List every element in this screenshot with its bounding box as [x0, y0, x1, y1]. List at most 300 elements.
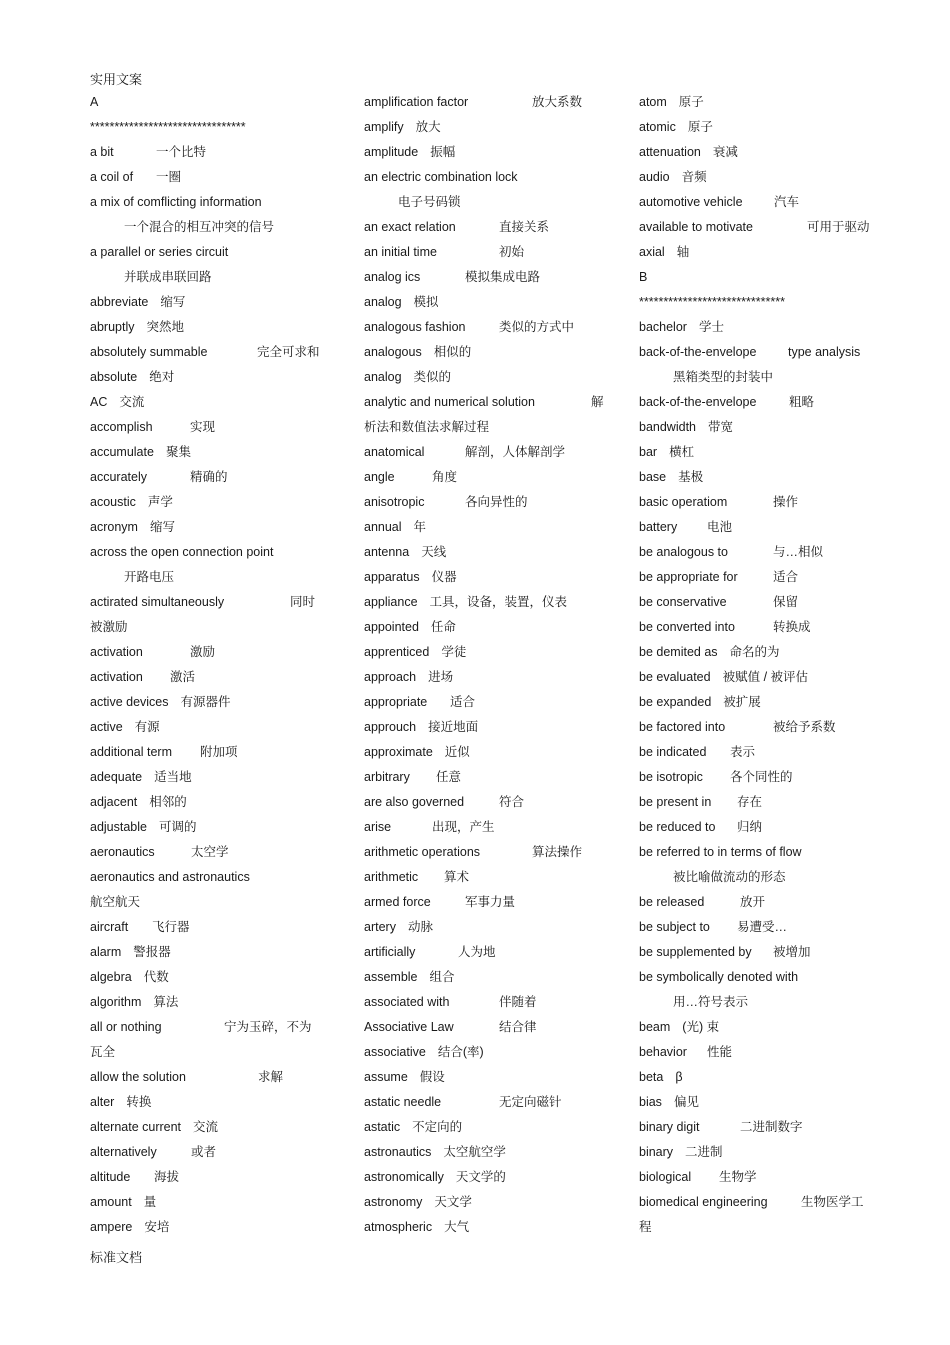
- term-translation: 精确的: [190, 470, 228, 484]
- glossary-entry: [639, 942, 879, 967]
- glossary-entry: [639, 167, 879, 192]
- glossary-entry: [639, 267, 879, 292]
- term-english: aircraft: [90, 920, 129, 934]
- term-english: arithmetic: [364, 870, 419, 884]
- translation-text: 航空航天: [90, 895, 141, 909]
- glossary-entry: [364, 142, 614, 167]
- term-translation: (光) 束: [682, 1020, 720, 1034]
- term-english: all or nothing: [90, 1020, 162, 1034]
- term-translation: 有源: [134, 720, 160, 734]
- glossary-entry: [364, 1042, 614, 1067]
- term-translation: 附加项: [200, 745, 238, 759]
- glossary-entry: [639, 617, 879, 642]
- term-translation: 与…相似: [773, 545, 824, 559]
- glossary-entry: [364, 317, 614, 342]
- term-english: analogous: [364, 345, 422, 359]
- term-translation: 算法: [153, 995, 179, 1009]
- term-english: appointed: [364, 620, 419, 634]
- glossary-entry: [364, 892, 614, 917]
- term-english: active: [90, 720, 123, 734]
- term-english: an exact relation: [364, 220, 456, 234]
- glossary-column-1: [90, 92, 335, 1242]
- term-english: appliance: [364, 595, 418, 609]
- glossary-entry: [639, 417, 879, 442]
- glossary-entry: [90, 842, 335, 867]
- glossary-entry: [639, 442, 879, 467]
- term-english: accurately: [90, 470, 147, 484]
- translation-text: 被激励: [90, 620, 128, 634]
- term-english: abruptly: [90, 320, 135, 334]
- term-translation: 交流: [119, 395, 145, 409]
- term-translation: 表示: [730, 745, 756, 759]
- term-english: accumulate: [90, 445, 154, 459]
- term-english: additional term: [90, 745, 172, 759]
- term-translation: 警报器: [133, 945, 171, 959]
- term-english: be factored into: [639, 720, 726, 734]
- term-translation: 天文学: [434, 1195, 472, 1209]
- term-english: atom: [639, 95, 667, 109]
- glossary-continuation: [639, 1217, 879, 1242]
- term-translation: 年: [413, 520, 427, 534]
- glossary-entry: [639, 1192, 879, 1217]
- term-english: basic operatiom: [639, 495, 728, 509]
- glossary-entry: [90, 167, 335, 192]
- term-english: acronym: [90, 520, 138, 534]
- term-translation: 解: [591, 395, 604, 409]
- glossary-entry: [639, 317, 879, 342]
- term-english: apprenticed: [364, 645, 430, 659]
- term-translation: 初始: [499, 245, 525, 259]
- term-english: anisotropic: [364, 495, 425, 509]
- term-english: assemble: [364, 970, 418, 984]
- glossary-column-3: [639, 92, 879, 1242]
- glossary-entry: [639, 192, 879, 217]
- term-english: are also governed: [364, 795, 465, 809]
- glossary-entry: [364, 767, 614, 792]
- term-english: back-of-the-envelope: [639, 345, 757, 359]
- term-translation: 完全可求和: [257, 345, 320, 359]
- glossary-entry: [364, 842, 614, 867]
- term-translation: 缩写: [160, 295, 186, 309]
- glossary-column-2: [364, 92, 614, 1242]
- term-translation: 易遭受…: [737, 920, 788, 934]
- term-translation: 转换成: [773, 620, 811, 634]
- term-translation: 横杠: [669, 445, 695, 459]
- glossary-entry: [90, 717, 335, 742]
- term-translation: 各向异性的: [465, 495, 528, 509]
- term-translation: 相邻的: [149, 795, 187, 809]
- glossary-entry: [364, 742, 614, 767]
- term-translation: type analysis: [788, 345, 861, 359]
- term-translation: 角度: [432, 470, 458, 484]
- term-translation: 被增加: [773, 945, 811, 959]
- term-translation: 实现: [190, 420, 216, 434]
- glossary-entry: [364, 342, 614, 367]
- glossary-continuation: [90, 1042, 335, 1067]
- term-translation: 二进制数字: [740, 1120, 803, 1134]
- term-english: amplification factor: [364, 95, 469, 109]
- glossary-entry: [364, 217, 614, 242]
- term-translation: 组合: [429, 970, 455, 984]
- term-translation: 保留: [773, 595, 799, 609]
- glossary-entry: [90, 292, 335, 317]
- term-english: alarm: [90, 945, 122, 959]
- glossary-entry: [364, 1217, 614, 1242]
- term-english: a bit: [90, 145, 114, 159]
- term-translation: 可用于驱动: [807, 220, 870, 234]
- term-translation: 天线: [421, 545, 447, 559]
- term-translation: 海拔: [154, 1170, 180, 1184]
- glossary-entry: [90, 117, 335, 142]
- term-translation: 学士: [698, 320, 724, 334]
- glossary-entry: [364, 267, 614, 292]
- glossary-entry: [90, 192, 335, 217]
- glossary-entry: [639, 542, 879, 567]
- term-translation: 声学: [147, 495, 173, 509]
- term-english: biological: [639, 1170, 692, 1184]
- glossary-entry: [364, 1192, 614, 1217]
- term-english: be demited as: [639, 645, 718, 659]
- glossary-entry: [639, 292, 879, 317]
- glossary-continuation: [90, 892, 335, 917]
- term-english: adjacent: [90, 795, 138, 809]
- term-english: be reduced to: [639, 820, 716, 834]
- glossary-entry: [90, 992, 335, 1017]
- term-translation: 偏见: [673, 1095, 699, 1109]
- term-english: a coil of: [90, 170, 134, 184]
- glossary-entry: [639, 642, 879, 667]
- term-english: available to motivate: [639, 220, 753, 234]
- glossary-entry: [364, 542, 614, 567]
- term-english: be released: [639, 895, 705, 909]
- term-english: appropriate: [364, 695, 428, 709]
- term-english: angle: [364, 470, 395, 484]
- term-translation: 归纳: [737, 820, 763, 834]
- glossary-entry: [90, 792, 335, 817]
- term-english: abbreviate: [90, 295, 149, 309]
- glossary-entry: [364, 1167, 614, 1192]
- term-english: astronautics: [364, 1145, 432, 1159]
- glossary-entry: [90, 692, 335, 717]
- term-translation: 突然地: [146, 320, 184, 334]
- glossary-entry: [364, 992, 614, 1017]
- glossary-entry: [639, 667, 879, 692]
- term-english: adequate: [90, 770, 143, 784]
- glossary-entry: [364, 442, 614, 467]
- term-english: be conservative: [639, 595, 727, 609]
- glossary-entry: [364, 942, 614, 967]
- glossary-entry: [90, 417, 335, 442]
- term-english: analog: [364, 295, 402, 309]
- glossary-entry: [364, 242, 614, 267]
- term-english: arbitrary: [364, 770, 410, 784]
- glossary-entry: [639, 1167, 879, 1192]
- term-english: biomedical engineering: [639, 1195, 768, 1209]
- page-footer: 标准文档: [90, 1250, 143, 1265]
- term-translation: 基极: [678, 470, 704, 484]
- glossary-entry: [90, 742, 335, 767]
- term-english: activation: [90, 670, 143, 684]
- term-translation: 操作: [773, 495, 799, 509]
- glossary-entry: [364, 1067, 614, 1092]
- term-english: be present in: [639, 795, 712, 809]
- term-translation: 被赋值 / 被评估: [722, 670, 809, 684]
- term-translation: 无定向磁针: [499, 1095, 562, 1109]
- translation-text: 开路电压: [124, 570, 175, 584]
- term-translation: 接近地面: [428, 720, 479, 734]
- glossary-entry: [364, 467, 614, 492]
- term-translation: 代数: [143, 970, 169, 984]
- term-translation: 结合律: [499, 1020, 537, 1034]
- glossary-entry: [639, 517, 879, 542]
- glossary-entry: [90, 767, 335, 792]
- term-english: absolute: [90, 370, 138, 384]
- glossary-entry: [90, 517, 335, 542]
- term-translation: 量: [143, 1195, 157, 1209]
- glossary-entry: [639, 1142, 879, 1167]
- term-english: anatomical: [364, 445, 425, 459]
- term-english: across the open connection point: [90, 545, 274, 559]
- glossary-entry: [364, 867, 614, 892]
- term-english: altitude: [90, 1170, 131, 1184]
- glossary-continuation: [90, 217, 335, 242]
- translation-text: 用…符号表示: [673, 995, 749, 1009]
- term-english: automotive vehicle: [639, 195, 743, 209]
- term-english: arise: [364, 820, 392, 834]
- term-english: approximate: [364, 745, 433, 759]
- term-translation: 人为地: [458, 945, 496, 959]
- glossary-entry: [639, 392, 879, 417]
- glossary-entry: [639, 917, 879, 942]
- term-english: a parallel or series circuit: [90, 245, 229, 259]
- glossary-entry: [90, 1017, 335, 1042]
- term-english: be referred to in terms of flow: [639, 845, 802, 859]
- term-english: adjustable: [90, 820, 147, 834]
- glossary-entry: [364, 1142, 614, 1167]
- glossary-entry: [364, 792, 614, 817]
- term-translation: 交流: [193, 1120, 219, 1134]
- term-translation: 一圈: [156, 170, 182, 184]
- term-translation: 天文学的: [455, 1170, 506, 1184]
- glossary-entry: [90, 642, 335, 667]
- glossary-entry: [639, 967, 879, 992]
- term-translation: 二进制: [685, 1145, 723, 1159]
- term-english: algorithm: [90, 995, 142, 1009]
- term-english: beta: [639, 1070, 664, 1084]
- glossary-entry: [90, 442, 335, 467]
- glossary-continuation: [90, 617, 335, 642]
- term-translation: 算术: [444, 870, 470, 884]
- term-translation: 轴: [676, 245, 690, 259]
- glossary-entry: [90, 142, 335, 167]
- term-english: amplitude: [364, 145, 419, 159]
- term-english: assume: [364, 1070, 408, 1084]
- term-translation: 转换: [126, 1095, 152, 1109]
- glossary-entry: [364, 492, 614, 517]
- term-translation: 任命: [430, 620, 456, 634]
- glossary-entry: [90, 1217, 335, 1242]
- term-english: amount: [90, 1195, 132, 1209]
- term-translation: 存在: [737, 795, 763, 809]
- glossary-entry: [639, 492, 879, 517]
- glossary-entry: [90, 467, 335, 492]
- term-english: battery: [639, 520, 678, 534]
- term-english: artificially: [364, 945, 416, 959]
- glossary-entry: [90, 317, 335, 342]
- term-translation: 适合: [773, 570, 799, 584]
- term-translation: 假设: [419, 1070, 445, 1084]
- glossary-entry: [90, 1117, 335, 1142]
- glossary-entry: [90, 1092, 335, 1117]
- term-translation: 汽车: [774, 195, 800, 209]
- glossary-entry: [90, 1067, 335, 1092]
- glossary-entry: [639, 817, 879, 842]
- term-translation: 激励: [190, 645, 216, 659]
- glossary-entry: [90, 92, 335, 117]
- glossary-entry: [639, 142, 879, 167]
- glossary-continuation: [639, 992, 879, 1017]
- term-english: axial: [639, 245, 665, 259]
- term-translation: 任意: [436, 770, 462, 784]
- term-translation: 模拟: [413, 295, 439, 309]
- term-translation: 军事力量: [465, 895, 516, 909]
- glossary-continuation: [639, 867, 879, 892]
- glossary-entry: [639, 92, 879, 117]
- term-translation: 性能: [707, 1045, 733, 1059]
- term-translation: 一个比特: [156, 145, 207, 159]
- term-translation: 带宽: [708, 420, 734, 434]
- term-english: alternate current: [90, 1120, 182, 1134]
- term-translation: 不定向的: [412, 1120, 463, 1134]
- glossary-entry: [364, 642, 614, 667]
- translation-text: 程: [639, 1220, 652, 1234]
- term-translation: 放大系数: [532, 95, 583, 109]
- glossary-entry: [364, 692, 614, 717]
- glossary-entry: [639, 842, 879, 867]
- term-translation: 近似: [444, 745, 470, 759]
- term-english: AC: [90, 395, 108, 409]
- term-english: associated with: [364, 995, 450, 1009]
- translation-text: 一个混合的相互冲突的信号: [124, 220, 275, 234]
- glossary-entry: [90, 917, 335, 942]
- term-english: alternatively: [90, 1145, 157, 1159]
- term-english: astatic needle: [364, 1095, 442, 1109]
- term-english: binary: [639, 1145, 674, 1159]
- glossary-entry: [364, 617, 614, 642]
- term-english: bar: [639, 445, 658, 459]
- term-english: analog ics: [364, 270, 421, 284]
- term-english: amplify: [364, 120, 404, 134]
- glossary-continuation: [90, 267, 335, 292]
- term-translation: 生物医学工: [801, 1195, 864, 1209]
- term-translation: 缩写: [149, 520, 175, 534]
- term-english: astronomically: [364, 1170, 444, 1184]
- term-translation: 安培: [144, 1220, 170, 1234]
- term-english: aeronautics: [90, 845, 155, 859]
- glossary-entry: [364, 1017, 614, 1042]
- glossary-entry: [364, 1117, 614, 1142]
- glossary-entry: [639, 117, 879, 142]
- term-english: ********************************: [90, 120, 246, 134]
- term-english: atmospheric: [364, 1220, 433, 1234]
- term-english: active devices: [90, 695, 169, 709]
- glossary-entry: [639, 242, 879, 267]
- term-english: bandwidth: [639, 420, 696, 434]
- term-english: be isotropic: [639, 770, 703, 784]
- term-translation: 电池: [707, 520, 733, 534]
- term-translation: 音频: [681, 170, 707, 184]
- term-translation: 大气: [444, 1220, 470, 1234]
- glossary-entry: [639, 717, 879, 742]
- glossary-entry: [90, 392, 335, 417]
- term-translation: 命名的为: [729, 645, 780, 659]
- term-translation: 伴随着: [499, 995, 537, 1009]
- term-translation: 被扩展: [723, 695, 761, 709]
- term-english: aeronautics and astronautics: [90, 870, 250, 884]
- translation-text: 瓦全: [90, 1045, 116, 1059]
- term-translation: 算法操作: [532, 845, 583, 859]
- term-translation: 工具，设备，装置，仪表: [429, 595, 568, 609]
- term-english: antenna: [364, 545, 410, 559]
- term-english: allow the solution: [90, 1070, 186, 1084]
- term-translation: 模拟集成电路: [465, 270, 541, 284]
- glossary-entry: [639, 1067, 879, 1092]
- term-english: be subject to: [639, 920, 710, 934]
- term-translation: 适合: [450, 695, 476, 709]
- term-english: be indicated: [639, 745, 707, 759]
- glossary-entry: [90, 1142, 335, 1167]
- term-english: be symbolically denoted with: [639, 970, 799, 984]
- term-english: algebra: [90, 970, 132, 984]
- term-english: an initial time: [364, 245, 437, 259]
- term-english: back-of-the-envelope: [639, 395, 757, 409]
- term-english: accomplish: [90, 420, 153, 434]
- translation-text: 电子号码锁: [398, 195, 461, 209]
- glossary-entry: [639, 217, 879, 242]
- term-translation: 直接关系: [499, 220, 550, 234]
- term-english: ******************************: [639, 295, 785, 309]
- glossary-entry: [364, 567, 614, 592]
- glossary-entry: [364, 392, 614, 417]
- glossary-entry: [364, 92, 614, 117]
- term-english: analogous fashion: [364, 320, 466, 334]
- term-english: approach: [364, 670, 417, 684]
- term-translation: 原子: [678, 95, 704, 109]
- glossary-entry: [364, 817, 614, 842]
- glossary-entry: [639, 692, 879, 717]
- term-english: be expanded: [639, 695, 712, 709]
- term-english: base: [639, 470, 667, 484]
- glossary-continuation: [639, 367, 879, 392]
- glossary-entry: [364, 292, 614, 317]
- glossary-entry: [639, 792, 879, 817]
- term-english: be evaluated: [639, 670, 711, 684]
- term-english: annual: [364, 520, 402, 534]
- term-english: astronomy: [364, 1195, 423, 1209]
- term-translation: 放开: [740, 895, 766, 909]
- term-translation: 太空学: [191, 845, 229, 859]
- term-english: behavior: [639, 1045, 687, 1059]
- glossary-entry: [364, 967, 614, 992]
- glossary-entry: [639, 1017, 879, 1042]
- translation-text: 并联成串联回路: [124, 270, 212, 284]
- term-translation: 原子: [687, 120, 713, 134]
- term-english: bachelor: [639, 320, 687, 334]
- glossary-entry: [364, 592, 614, 617]
- translation-text: 被比喻做流动的形态: [673, 870, 786, 884]
- term-translation: 被给予系数: [773, 720, 836, 734]
- glossary-entry: [90, 342, 335, 367]
